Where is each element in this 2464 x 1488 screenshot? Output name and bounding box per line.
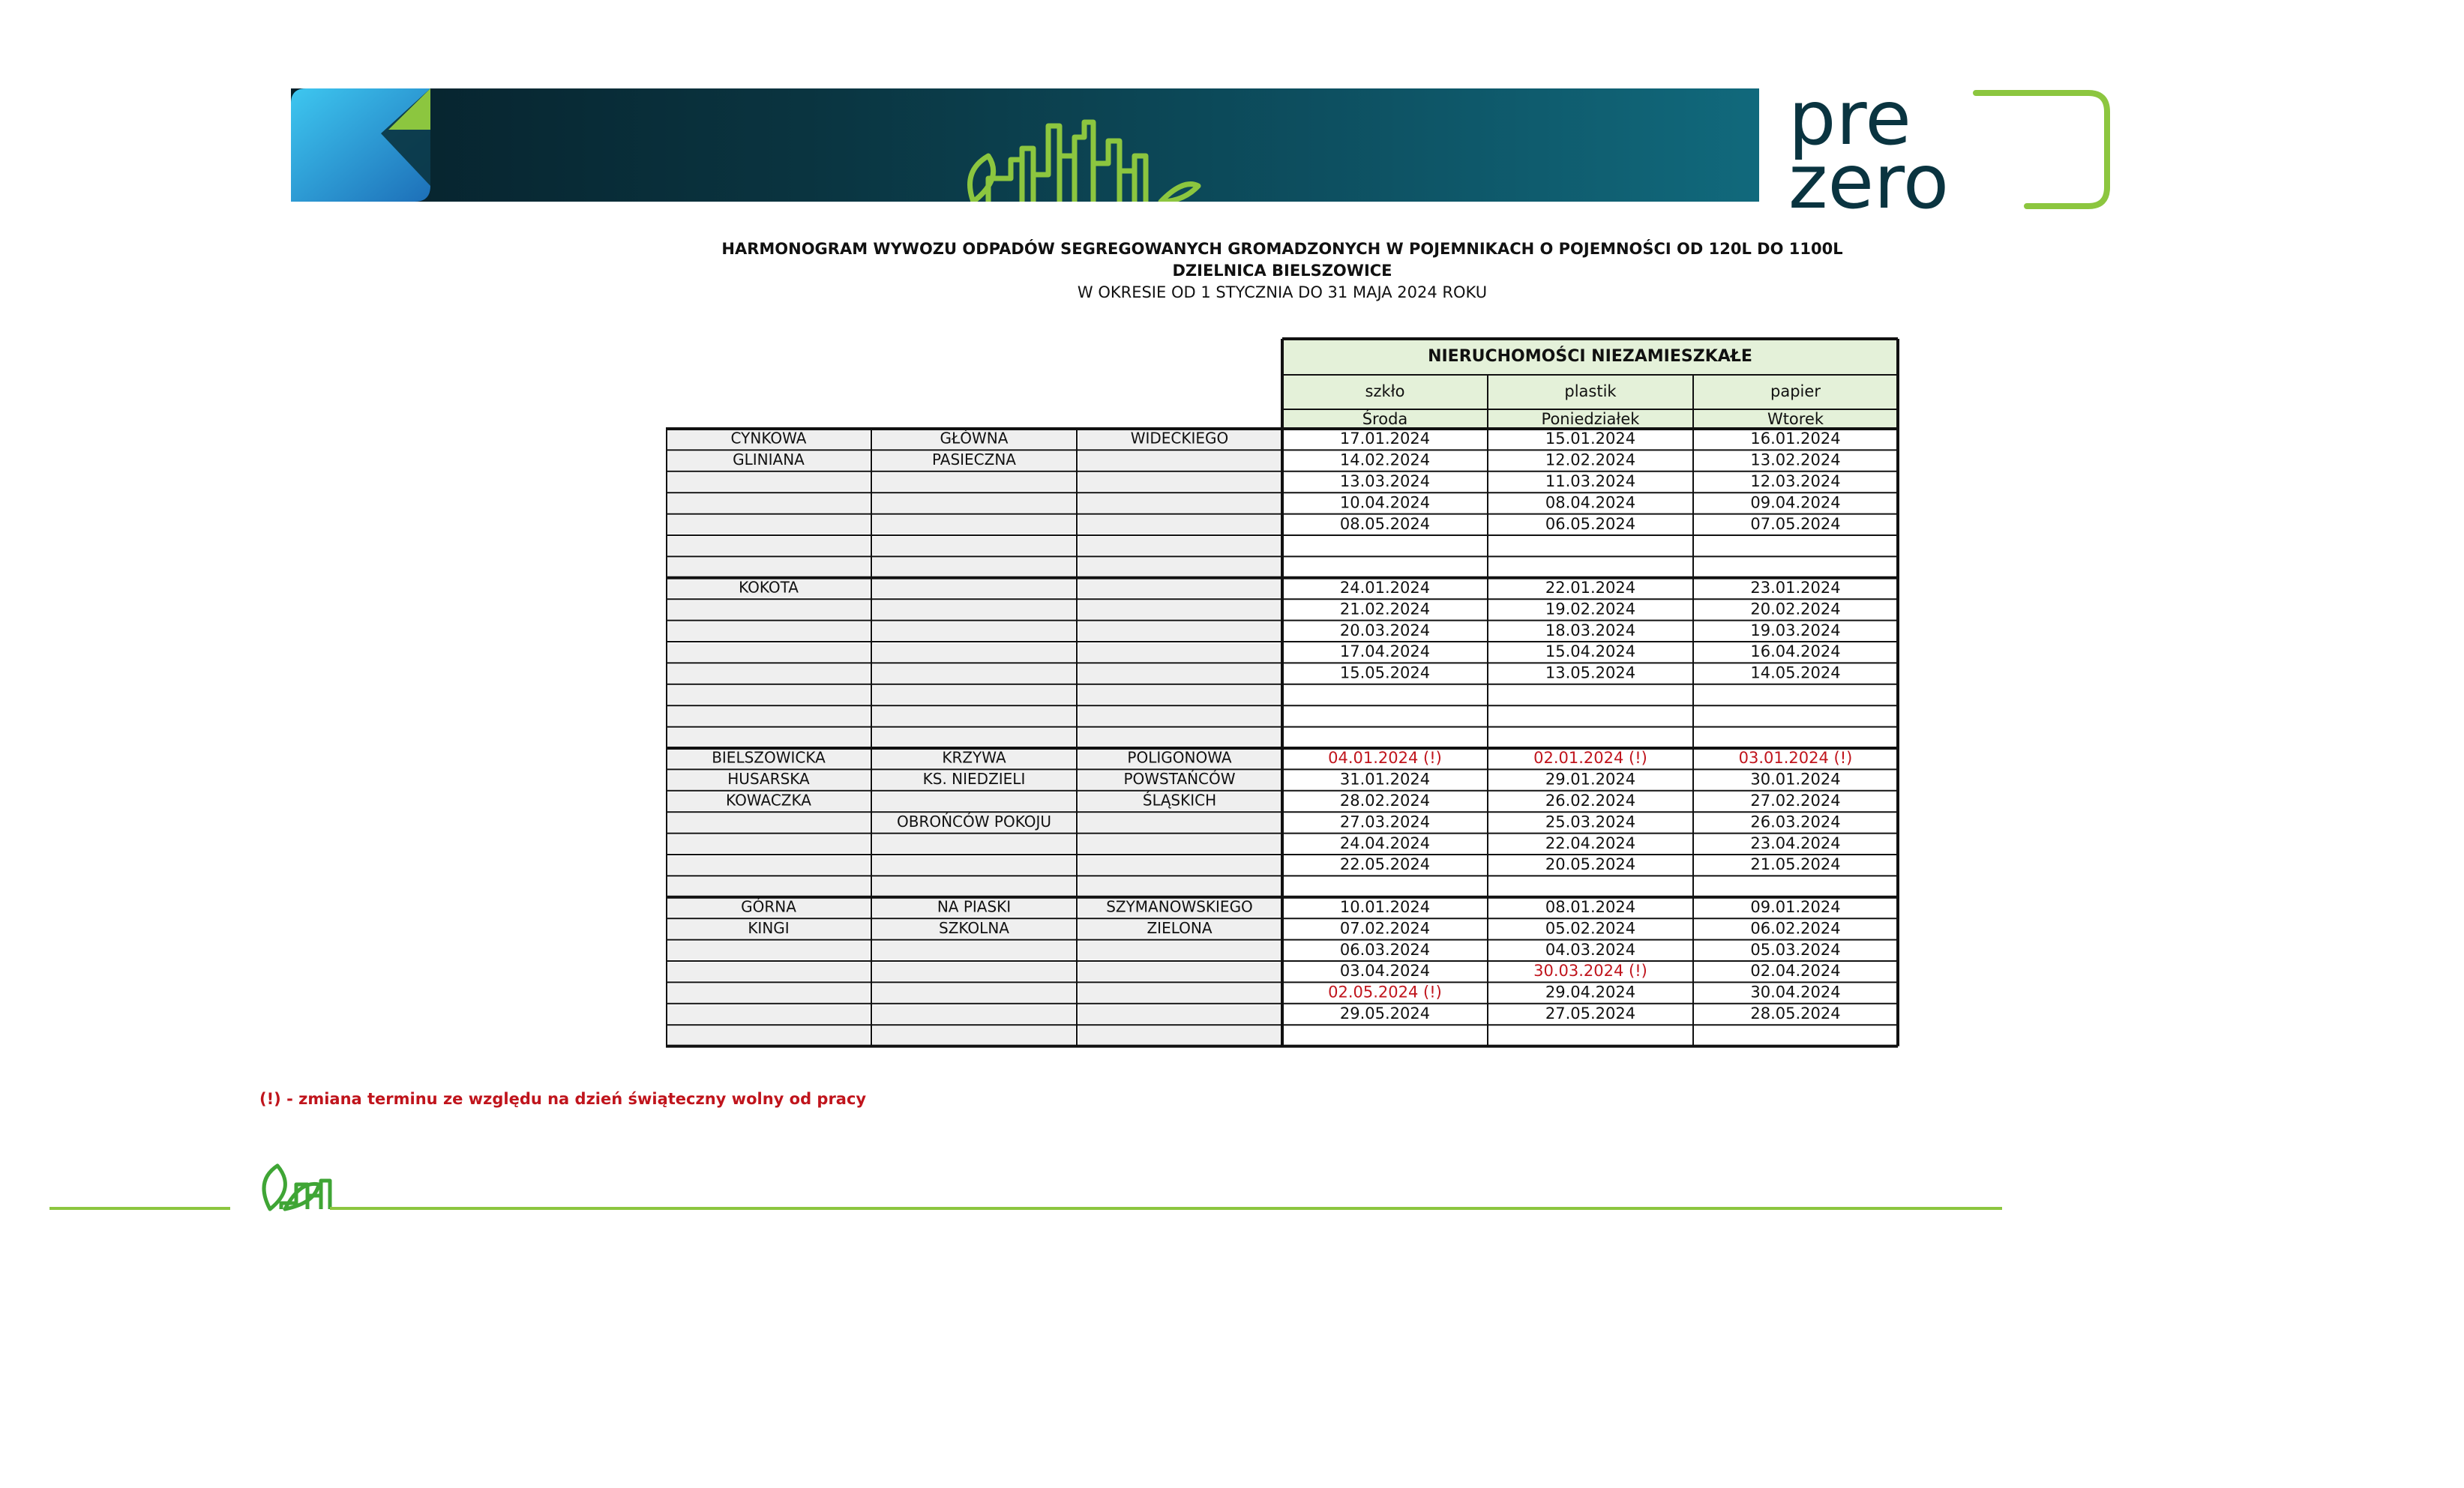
date-cell: 28.02.2024 — [1339, 792, 1431, 810]
date-cell: 24.01.2024 — [1339, 579, 1431, 597]
street-cell — [667, 664, 870, 682]
date-cell: 16.04.2024 — [1750, 642, 1841, 661]
street-cell — [873, 622, 1075, 640]
street-cell — [667, 473, 870, 491]
date-cell: 21.05.2024 — [1750, 855, 1841, 874]
street-name: NA PIASKI — [937, 897, 1012, 916]
date-cell: 20.02.2024 — [1750, 600, 1841, 618]
date-cell: 27.02.2024 — [1750, 792, 1841, 810]
date-cell: 06.05.2024 — [1545, 514, 1636, 533]
street-cell — [1078, 1026, 1281, 1044]
date-cell: 13.03.2024 — [1339, 472, 1431, 490]
street-cell — [873, 729, 1075, 747]
date-cell: 09.01.2024 — [1750, 898, 1841, 916]
street-cell — [667, 835, 870, 853]
street-name: KS. NIEDZIELI — [922, 770, 1026, 789]
street-name: POWSTAŃCÓW — [1123, 770, 1236, 789]
title-line-2: DZIELNICA BIELSZOWICE — [1172, 262, 1392, 280]
street-name: POLIGONOWA — [1127, 748, 1232, 767]
date-cell: 28.05.2024 — [1750, 1004, 1841, 1022]
date-cell: 29.05.2024 — [1339, 1004, 1431, 1022]
street-cell — [667, 600, 870, 618]
street-name: WIDECKIEGO — [1130, 429, 1229, 448]
street-cell — [873, 963, 1075, 981]
street-name: GŁÓWNA — [940, 429, 1009, 448]
street-cell — [873, 686, 1075, 704]
date-cell: 18.03.2024 — [1545, 621, 1636, 639]
street-cell — [1078, 813, 1281, 831]
date-cell: 24.04.2024 — [1339, 834, 1431, 852]
column-type-1: plastik — [1564, 382, 1617, 400]
street-cell — [667, 942, 870, 960]
street-cell — [1078, 579, 1281, 597]
street-name: ZIELONA — [1147, 918, 1213, 937]
street-cell — [667, 643, 870, 661]
banner-corner-graphic — [291, 88, 430, 202]
street-cell — [1078, 707, 1281, 725]
city-skyline-icon — [958, 103, 1258, 202]
title-line-3: W OKRESIE OD 1 STYCZNIA DO 31 MAJA 2024 ROKU — [1077, 283, 1488, 301]
street-name: KRZYWA — [942, 748, 1006, 767]
street-cell — [873, 792, 1075, 810]
date-cell: 26.03.2024 — [1750, 813, 1841, 831]
street-cell — [1078, 643, 1281, 661]
date-cell: 14.02.2024 — [1339, 451, 1431, 469]
date-cell: 10.04.2024 — [1339, 493, 1431, 512]
date-cell: 19.02.2024 — [1545, 600, 1636, 618]
street-cell — [667, 877, 870, 895]
date-cell: 12.02.2024 — [1545, 451, 1636, 469]
street-name: GÓRNA — [741, 897, 796, 916]
date-changed: 04.01.2024 (!) — [1328, 749, 1442, 768]
date-cell: 13.02.2024 — [1750, 451, 1841, 469]
street-name: ŚLĄSKICH — [1142, 791, 1217, 810]
date-cell: 16.01.2024 — [1750, 430, 1841, 448]
date-cell: 30.04.2024 — [1750, 983, 1841, 1001]
street-cell — [873, 877, 1075, 895]
footnote: (!) - zmiana terminu ze względu na dzień świąteczny wolny od pracy — [259, 1090, 867, 1108]
date-cell: 08.01.2024 — [1545, 898, 1636, 916]
street-cell — [667, 537, 870, 555]
schedule-table — [666, 337, 1903, 1052]
date-cell: 03.04.2024 — [1339, 962, 1431, 981]
date-cell: 20.03.2024 — [1339, 621, 1431, 639]
street-cell — [873, 984, 1075, 1001]
street-cell — [873, 664, 1075, 682]
date-cell: 29.04.2024 — [1545, 983, 1636, 1001]
street-name: KINGI — [748, 918, 790, 937]
logo-word-pre: pre — [1788, 84, 1911, 162]
prezero-logo — [1788, 84, 2111, 215]
street-cell — [667, 856, 870, 874]
group-header: NIERUCHOMOŚCI NIEZAMIESZKAŁE — [1428, 347, 1752, 366]
date-cell: 31.01.2024 — [1339, 770, 1431, 789]
street-cell — [873, 473, 1075, 491]
date-cell: 15.04.2024 — [1545, 642, 1636, 661]
street-cell — [1078, 494, 1281, 512]
street-cell — [873, 1026, 1075, 1044]
date-cell: 15.01.2024 — [1545, 430, 1636, 448]
date-changed: 02.01.2024 (!) — [1533, 749, 1647, 768]
street-cell — [667, 558, 870, 576]
street-cell — [873, 835, 1075, 853]
street-cell — [667, 729, 870, 747]
street-cell — [1078, 686, 1281, 704]
date-cell: 27.03.2024 — [1339, 813, 1431, 831]
column-day-1: Poniedziałek — [1541, 410, 1640, 428]
date-cell: 22.05.2024 — [1339, 855, 1431, 874]
date-changed: 30.03.2024 (!) — [1533, 962, 1647, 981]
street-cell — [1078, 600, 1281, 618]
date-cell: 23.01.2024 — [1750, 579, 1841, 597]
street-name: KOKOTA — [739, 578, 799, 597]
street-cell — [1078, 516, 1281, 534]
date-cell: 10.01.2024 — [1339, 898, 1431, 916]
street-cell — [1078, 473, 1281, 491]
date-cell: 09.04.2024 — [1750, 493, 1841, 512]
date-cell: 23.04.2024 — [1750, 834, 1841, 852]
street-name: HUSARSKA — [727, 770, 810, 789]
header-banner — [291, 88, 1759, 202]
column-day-0: Środa — [1362, 410, 1408, 428]
leaf-skyline-icon — [264, 1166, 330, 1209]
street-cell — [1078, 729, 1281, 747]
street-cell — [1078, 856, 1281, 874]
street-cell — [667, 963, 870, 981]
date-cell: 05.02.2024 — [1545, 919, 1636, 938]
date-cell: 26.02.2024 — [1545, 792, 1636, 810]
date-cell: 14.05.2024 — [1750, 663, 1841, 682]
date-cell: 08.05.2024 — [1339, 514, 1431, 533]
street-cell — [667, 1026, 870, 1044]
street-name: SZYMANOWSKIEGO — [1106, 897, 1253, 916]
date-cell: 11.03.2024 — [1545, 472, 1636, 490]
street-cell — [667, 686, 870, 704]
date-cell: 13.05.2024 — [1545, 663, 1636, 682]
street-name: KOWACZKA — [726, 791, 811, 810]
street-cell — [1078, 558, 1281, 576]
street-cell — [873, 516, 1075, 534]
street-cell — [1078, 1005, 1281, 1023]
date-cell: 07.02.2024 — [1339, 919, 1431, 938]
street-cell — [873, 942, 1075, 960]
street-cell — [873, 537, 1075, 555]
column-type-0: szkło — [1365, 382, 1405, 400]
date-cell: 02.04.2024 — [1750, 962, 1841, 981]
street-cell — [667, 1005, 870, 1023]
street-cell — [1078, 537, 1281, 555]
date-cell: 29.01.2024 — [1545, 770, 1636, 789]
document-title — [0, 238, 2464, 304]
street-name: GLINIANA — [733, 451, 805, 469]
date-cell: 15.05.2024 — [1339, 663, 1431, 682]
date-cell: 30.01.2024 — [1750, 770, 1841, 789]
street-cell — [873, 579, 1075, 597]
street-cell — [873, 856, 1075, 874]
street-cell — [1078, 877, 1281, 895]
street-cell — [667, 494, 870, 512]
date-cell: 25.03.2024 — [1545, 813, 1636, 831]
street-cell — [1078, 984, 1281, 1001]
street-cell — [1078, 942, 1281, 960]
street-name: BIELSZOWICKA — [712, 748, 826, 767]
date-cell: 22.04.2024 — [1545, 834, 1636, 852]
street-cell — [873, 643, 1075, 661]
street-cell — [667, 707, 870, 725]
date-cell: 20.05.2024 — [1545, 855, 1636, 874]
date-cell: 06.03.2024 — [1339, 940, 1431, 959]
street-name: CYNKOWA — [730, 429, 807, 448]
street-cell — [1078, 664, 1281, 682]
street-cell — [873, 558, 1075, 576]
column-day-2: Wtorek — [1767, 410, 1824, 428]
date-cell: 05.03.2024 — [1750, 940, 1841, 959]
street-name: SZKOLNA — [939, 918, 1009, 937]
logo-word-zero: zero — [1788, 138, 1950, 215]
street-cell — [667, 516, 870, 534]
street-cell — [873, 600, 1075, 618]
title-line-1: HARMONOGRAM WYWOZU ODPADÓW SEGREGOWANYCH GROMADZONYCH W POJEMNIKACH O POJEMNOŚCI OD 120L DO 1100L — [721, 240, 1843, 258]
date-changed: 02.05.2024 (!) — [1328, 983, 1442, 1001]
street-cell — [873, 1005, 1075, 1023]
street-cell — [873, 707, 1075, 725]
date-cell: 06.02.2024 — [1750, 919, 1841, 938]
street-cell — [1078, 622, 1281, 640]
street-cell — [1078, 835, 1281, 853]
date-cell: 27.05.2024 — [1545, 1004, 1636, 1022]
date-cell: 17.01.2024 — [1339, 430, 1431, 448]
street-cell — [873, 494, 1075, 512]
street-cell — [667, 984, 870, 1001]
date-changed: 03.01.2024 (!) — [1738, 749, 1853, 768]
date-cell: 07.05.2024 — [1750, 514, 1841, 533]
date-cell: 04.03.2024 — [1545, 940, 1636, 959]
street-cell — [1078, 451, 1281, 469]
street-cell — [1078, 963, 1281, 981]
street-cell — [667, 813, 870, 831]
footer-line — [0, 1151, 2464, 1226]
date-cell: 22.01.2024 — [1545, 579, 1636, 597]
street-cell — [667, 622, 870, 640]
street-name: OBROŃCÓW POKOJU — [896, 812, 1052, 831]
date-cell: 08.04.2024 — [1545, 493, 1636, 512]
column-type-2: papier — [1770, 382, 1821, 400]
date-cell: 19.03.2024 — [1750, 621, 1841, 639]
date-cell: 17.04.2024 — [1339, 642, 1431, 661]
date-cell: 21.02.2024 — [1339, 600, 1431, 618]
date-cell: 12.03.2024 — [1750, 472, 1841, 490]
street-name: PASIECZNA — [931, 451, 1017, 469]
